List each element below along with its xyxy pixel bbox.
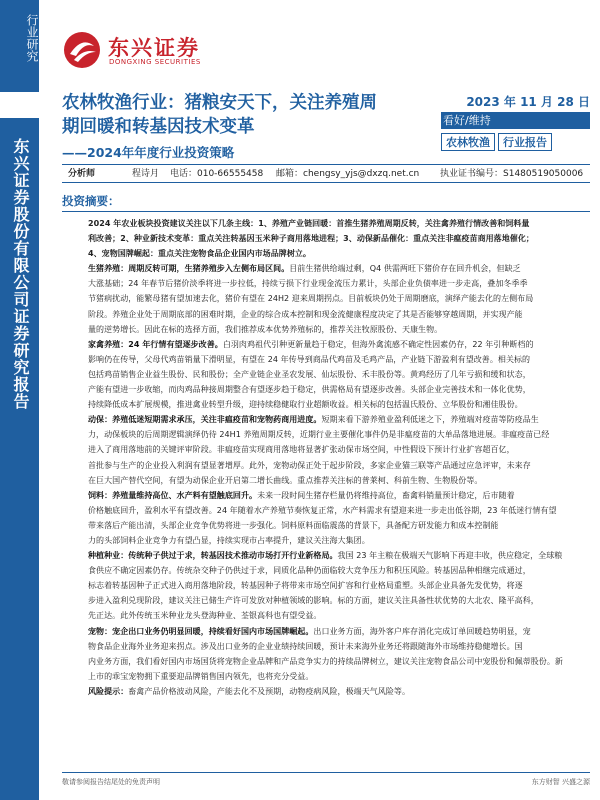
section-line: 内业务方面，我们看好国内市场国货将宠物企业品牌和产品竞争实力的持续品牌树立，建议关注宠物食品公司中宠股份和佩蒂股份。新 bbox=[88, 656, 563, 666]
intro-line: 4、宠物国牌崛起：重点关注宠物食品企业国内市场品牌树立。 bbox=[88, 249, 311, 259]
section-risk bbox=[88, 684, 586, 699]
footer-disclaimer: 敬请参阅报告结尾处的免责声明 bbox=[62, 778, 160, 786]
analyst-phone: 电话：010-66555458 bbox=[170, 169, 264, 179]
sidebar-bottom-label: 东兴证券股份有限公司证券研究报告 bbox=[11, 138, 30, 410]
summary-intro bbox=[88, 216, 586, 261]
section-line: 产能有望进一步收缩，而肉鸡品种接周期整合有望逐步趋于稳定，供需格局有望逐步改善。头部企业完善技术和一体化优势， bbox=[88, 385, 531, 395]
section-label: 饲料：养殖量维持高位、水产料有望触底回升。 bbox=[88, 490, 258, 500]
section-line: 目前生猪供给端过剩，Q4 供需两旺下猪价存在回升机会，但缺乏 bbox=[289, 264, 521, 274]
section-label: 风险提示： bbox=[88, 686, 129, 696]
section-label: 生猪养殖：周期反转可期，生猪养殖步入左侧布局区间。 bbox=[88, 264, 290, 274]
section-hog bbox=[88, 261, 586, 336]
section-line: 食供应不确定因素仍存。传统杂交种子仍供过于求，同质化品种仍面临较大竞争压力和积压风险。转基因品种相继完成通过， bbox=[88, 566, 531, 576]
report-type-tag: 行业报告 bbox=[498, 133, 552, 151]
section-line: 短期来看下游养殖业盈利低迷之下，养殖端对疫苗等防疫品生 bbox=[321, 415, 539, 425]
footer-divider bbox=[62, 772, 590, 773]
section-line: 物食品企业海外业务迎来拐点。涉及出口业务的企业业绩持续回暖，预计未来海外业务还将跟随海外市场维持稳健增长。国 bbox=[88, 641, 523, 651]
section-line: 持续降低成本扩展规模，推进禽业转型升级，迎持续稳健取行业超额收益。相关标的包括温氏股份、立华股份和湘佳股份。 bbox=[88, 400, 523, 410]
report-tags bbox=[441, 133, 590, 151]
section-line: 力的头部饲料企业竞争力有望凸显，持续实现市占率提升，建议关注海大集团。 bbox=[88, 535, 370, 545]
section-line: 带来落后产能出清，头部企业竞争优势将进一步强化。饲料原料面临震荡的背景下，具备配方研发能力和成本控制能 bbox=[88, 520, 499, 530]
summary-heading: 投资摘要： bbox=[62, 192, 590, 212]
section-line: 首批参与生产的企业投入利润有望显著增厚。此外，宠物动保正处于起步阶段，多家企业猫三联等产品通过应急评审，未来存 bbox=[88, 460, 531, 470]
section-label: 家禽养殖：24 年行情有望逐步改善。 bbox=[88, 339, 223, 349]
section-line: 步进入盈利兑现阶段，建议关注已储生产许可发放对种植领域的影响。标的方面，建议关注具备性状优势的大北农、隆平高科， bbox=[88, 596, 539, 606]
section-line: 量的逆势增长。因此在标的选择方面，我们推荐成本优势养殖标的，推荐关注牧原股份、天康生物。 bbox=[88, 324, 443, 334]
sidebar-top-label: 行业研究 bbox=[25, 14, 39, 62]
summary-body bbox=[88, 216, 586, 699]
section-line: 节猪病扰动，能繁母猪有望加速去化，猪价有望在 24H2 迎来周期拐点。目前板块仍处于周期磨底，演绎产能去化的左侧布局 bbox=[88, 294, 534, 304]
section-line: 未来一段时间生猪存栏量仍将维持高位，畜禽料销量预计稳定，后市随着 bbox=[257, 490, 515, 500]
section-first-line bbox=[88, 412, 586, 427]
section-animal-health bbox=[88, 412, 586, 487]
company-logo bbox=[62, 28, 242, 78]
section-first-line bbox=[88, 548, 586, 563]
analyst-email: 邮箱：chengsy_yjs@dxzq.net.cn bbox=[276, 169, 420, 179]
section-label: 动保：养殖低迷短期需求承压，关注非瘟疫苗和宠物药商用进度。 bbox=[88, 415, 322, 425]
analyst-row bbox=[62, 164, 590, 183]
logo-name-en: DONGXING SECURITIES bbox=[109, 58, 201, 66]
section-line: 标志着转基因种子正式进入商用落地阶段，转基因种子将带来市场空间扩容和行业格局重塑。头部企业具备先发优势，将逐 bbox=[88, 581, 523, 591]
section-feed bbox=[88, 488, 586, 548]
intro-line: 利改善；2、种业新技术变革：重点关注转基因玉米种子商用落地进程；3、动保新品催化：重点关注非瘟疫苗商用落地催化； bbox=[88, 234, 534, 244]
section-line: 包括鸡苗销售企业益生股份、民和股份；全产业链企业圣农发展、仙坛股份、禾丰股份等。黄鸡经历了几年亏损和缓和状态， bbox=[88, 369, 531, 379]
section-line: 进入了商用落地前的关键评审阶段。非瘟疫苗实现商用落地将显著扩张动保市场空间，中性假设下预计行业扩容超百亿， bbox=[88, 445, 515, 455]
logo-name-cn: 东兴证券 bbox=[108, 36, 200, 60]
report-title-line-2: 期回暖和转基因技术变革 bbox=[62, 117, 255, 137]
section-line: 大涨基础；24 年春节后猪价淡季将进一步拉低，持续亏损下行业现金流压力累计，头部企业负债率进一步走高，叠加冬季季 bbox=[88, 279, 528, 289]
sidebar-top-band bbox=[0, 0, 39, 92]
section-line: 力，动保板块的后周期逻辑演绎仍待 24H1 养殖周期反转，近期行业主要催化事件仍是非瘟疫苗的大单品落地进展。非瘟疫苗已经 bbox=[88, 430, 550, 440]
section-first-line bbox=[88, 261, 586, 276]
report-subtitle: ——2024年年度行业投资策略 bbox=[62, 145, 235, 160]
section-first-line bbox=[88, 624, 586, 639]
section-line: 白羽肉鸡祖代引种更新量趋于稳定，但海外禽流感不确定性因素仍存，22 年引种断档的 bbox=[222, 339, 534, 349]
section-line: 在巨大国产替代空间，有望为动保企业开启第二增长曲线。重点推荐关注标的普莱柯、科前生物、生物股份等。 bbox=[88, 475, 483, 485]
section-line: 上市的乖宝宠物拥下重要迎品牌销售国内领先，也将充分受益。 bbox=[88, 671, 314, 681]
section-poultry bbox=[88, 337, 586, 412]
section-first-line bbox=[88, 488, 586, 503]
analyst-license: 执业证书编号：S1480519050006 bbox=[440, 169, 584, 179]
analyst-role: 分析师 bbox=[68, 169, 96, 179]
rating-badge: 看好/维持 bbox=[441, 112, 590, 129]
section-first-line bbox=[88, 337, 586, 352]
report-date: 2023 年 11 月 28 日 bbox=[466, 95, 590, 109]
section-first-line bbox=[88, 684, 586, 699]
report-meta-box bbox=[441, 94, 590, 151]
logo-mark-icon bbox=[62, 30, 102, 70]
industry-tag: 农林牧渔 bbox=[441, 133, 495, 151]
section-line: 畜禽产品价格波动风险，产能去化不及预期，动物疫病风险，极端天气风险等。 bbox=[128, 686, 410, 696]
section-pet bbox=[88, 624, 586, 684]
footer-slogan: 东方财智 兴盛之源 bbox=[531, 778, 590, 786]
section-line: 先正达。此外传统玉米种业龙头登海种业、荃银高科也有望受益。 bbox=[88, 611, 322, 621]
section-line: 我国 23 年主粮在极端天气影响下再迎丰收，供应稳定，全球粮 bbox=[337, 551, 563, 561]
section-line: 阶段。养殖企业处于周期底部的困难时期，企业的综合成本控制和现金流健康程度决定了其是否能够穿越周期，并实现产能 bbox=[88, 309, 523, 319]
intro-line: 2024 年农业板块投资建议关注以下几条主线：1、养殖产业链回暖：首推生猪养殖周期反转，关注禽养殖行情改善和饲料量 bbox=[88, 219, 530, 228]
sidebar bbox=[0, 0, 39, 800]
section-label: 宠物：宠企出口业务仍明显回暖，持续看好国内市场国牌崛起。 bbox=[88, 626, 314, 636]
section-seed bbox=[88, 548, 586, 623]
section-label: 种植种业：传统种子供过于求，转基因技术推动市场打开行业新格局。 bbox=[88, 551, 338, 561]
section-line: 影响仍在传导，父母代鸡苗销量下滑明显，有望在 24 年传导到商品代鸡苗及毛鸡产品，产业链下游盈利有望改善。相关标的 bbox=[88, 354, 531, 364]
section-line: 价格触底回升，盈利水平有望改善。24 年随着水产养殖节奏恢复正常，水产料需求有望迎来进一步走出低谷期，23 年低迷行情有望 bbox=[88, 505, 557, 515]
analyst-name: 程诗月 bbox=[132, 169, 160, 179]
report-title bbox=[62, 91, 442, 139]
report-title-line-1: 农林牧渔行业：猪粮安天下，关注养殖周 bbox=[62, 93, 377, 113]
section-line: 出口业务方面，海外客户库存消化完成订单回暖趋势明显，宠 bbox=[313, 626, 531, 636]
sidebar-bottom-band bbox=[0, 118, 39, 800]
